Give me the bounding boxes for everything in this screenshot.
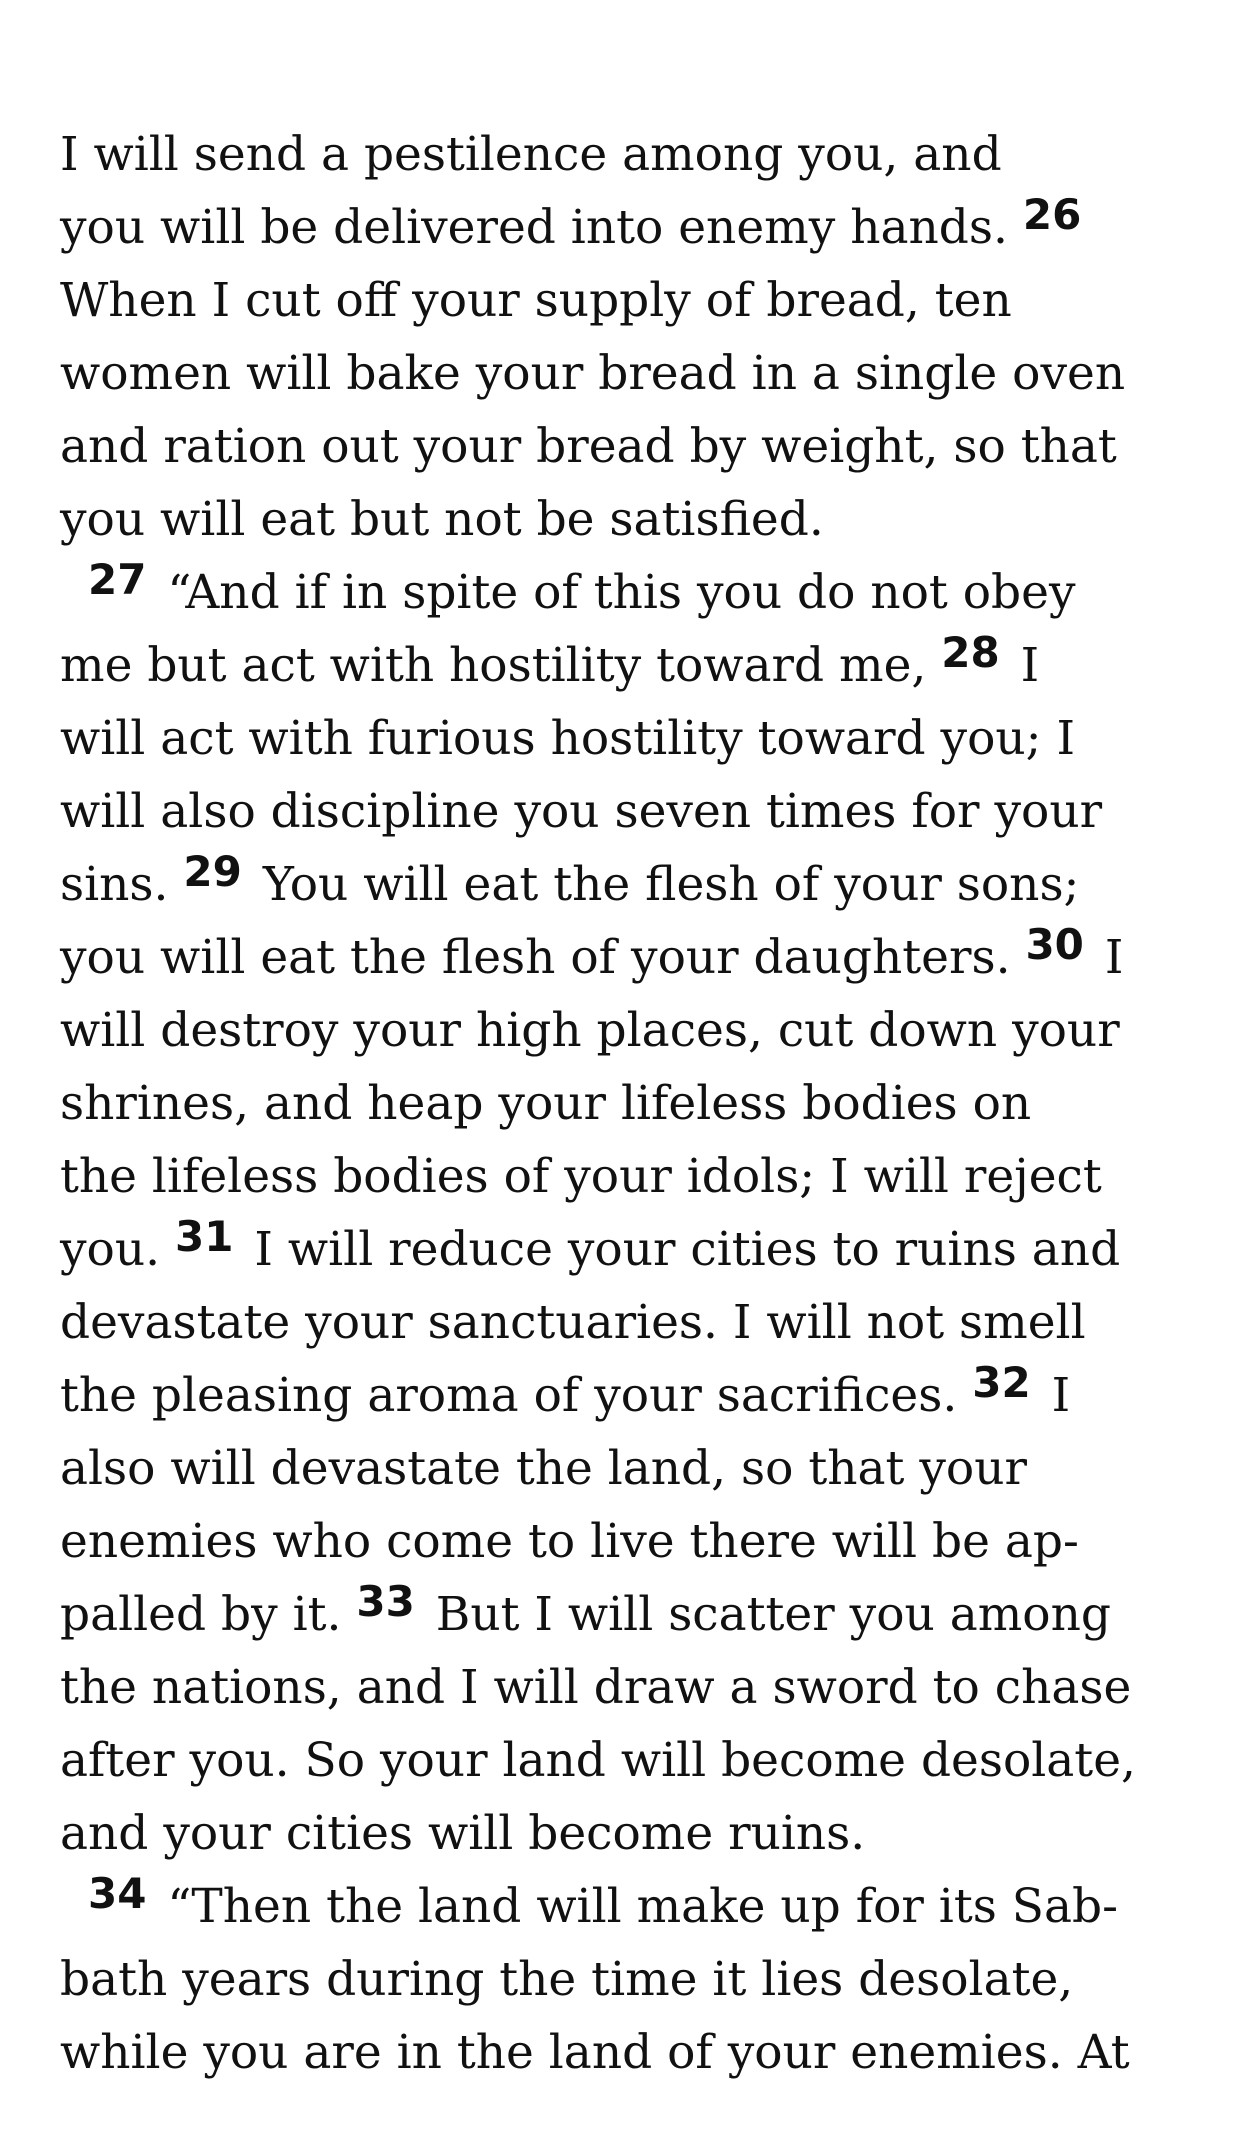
text-line — [60, 629, 1200, 702]
verse-text: sins. — [60, 857, 184, 912]
text-line — [60, 337, 1200, 410]
text-line — [60, 1140, 1200, 1213]
text-line — [60, 1797, 1200, 1870]
verse-number: 29 — [183, 847, 242, 896]
text-line — [60, 556, 1200, 629]
text-line — [60, 191, 1200, 264]
verse-text: will destroy your high places, cut down your — [60, 1003, 1120, 1058]
verse-text: When I cut off your supply of bread, ten — [60, 273, 1012, 328]
verse-text: and your cities will become ruins. — [60, 1806, 866, 1861]
verse-text: I — [1089, 930, 1124, 985]
verse-number: 32 — [972, 1358, 1031, 1407]
text-line — [60, 1724, 1200, 1797]
verse-text: me but act with hostility toward me, — [60, 638, 942, 693]
verse-text: also will devastate the land, so that your — [60, 1441, 1027, 1496]
text-line — [60, 118, 1200, 191]
text-line — [60, 1286, 1200, 1359]
text-line — [60, 1067, 1200, 1140]
text-line — [60, 1651, 1200, 1724]
text-line — [60, 921, 1200, 994]
text-line — [60, 848, 1200, 921]
verse-text: You will eat the flesh of your sons; — [247, 857, 1080, 912]
verse-text: bath years during the time it lies desolate, — [60, 1952, 1074, 2007]
verse-text: and ration out your bread by weight, so that — [60, 419, 1117, 474]
verse-text: you. — [60, 1222, 175, 1277]
verse-text: I — [1005, 638, 1040, 693]
verse-text: “And if in spite of this you do not obey — [152, 565, 1076, 620]
verse-text: will act with furious hostility toward you; I — [60, 711, 1076, 766]
verse-text: I will reduce your cities to ruins and — [239, 1222, 1121, 1277]
verse-number: 27 — [88, 555, 147, 604]
verse-text: I — [1036, 1368, 1071, 1423]
verse-number: 33 — [356, 1577, 415, 1626]
verse-text: the nations, and I will draw a sword to chase — [60, 1660, 1132, 1715]
text-line — [60, 994, 1200, 1067]
verse-text: you will eat the flesh of your daughters. — [60, 930, 1026, 985]
verse-number: 30 — [1025, 920, 1084, 969]
verse-text: enemies who come to live there will be ap- — [60, 1514, 1079, 1569]
verse-text: you will be delivered into enemy hands. — [60, 200, 1023, 255]
verse-text: you will eat but not be satisfied. — [60, 492, 824, 547]
verse-number: 31 — [175, 1212, 234, 1261]
verse-text: shrines, and heap your lifeless bodies on — [60, 1076, 1032, 1131]
text-line — [60, 1578, 1200, 1651]
verse-text: the lifeless bodies of your idols; I will reject — [60, 1149, 1102, 1204]
verse-text: palled by it. — [60, 1587, 357, 1642]
text-line — [60, 1943, 1200, 2016]
text-line — [60, 264, 1200, 337]
verse-text: But I will scatter you among — [420, 1587, 1111, 1642]
verse-text: I will send a pestilence among you, and — [60, 127, 1002, 182]
text-line — [60, 1213, 1200, 1286]
text-line — [60, 2016, 1200, 2089]
verse-text: “Then the land will make up for its Sab- — [152, 1879, 1118, 1934]
verse-text: will also discipline you seven times for your — [60, 784, 1103, 839]
verse-text: the pleasing aroma of your sacrifices. — [60, 1368, 973, 1423]
text-line — [60, 702, 1200, 775]
text-line — [60, 1432, 1200, 1505]
verse-number: 26 — [1022, 190, 1082, 239]
scripture-passage — [60, 118, 1200, 2089]
text-line — [60, 410, 1200, 483]
verse-text: women will bake your bread in a single oven — [60, 346, 1126, 401]
verse-text: after you. So your land will become desolate, — [60, 1733, 1136, 1788]
text-line — [60, 775, 1200, 848]
verse-text: while you are in the land of your enemies. At — [60, 2025, 1130, 2080]
text-line — [60, 1505, 1200, 1578]
text-line — [60, 1359, 1200, 1432]
verse-text: devastate your sanctuaries. I will not smell — [60, 1295, 1086, 1350]
verse-number: 28 — [941, 628, 1000, 677]
text-line — [60, 483, 1200, 556]
text-line — [60, 1870, 1200, 1943]
verse-number: 34 — [88, 1869, 147, 1918]
